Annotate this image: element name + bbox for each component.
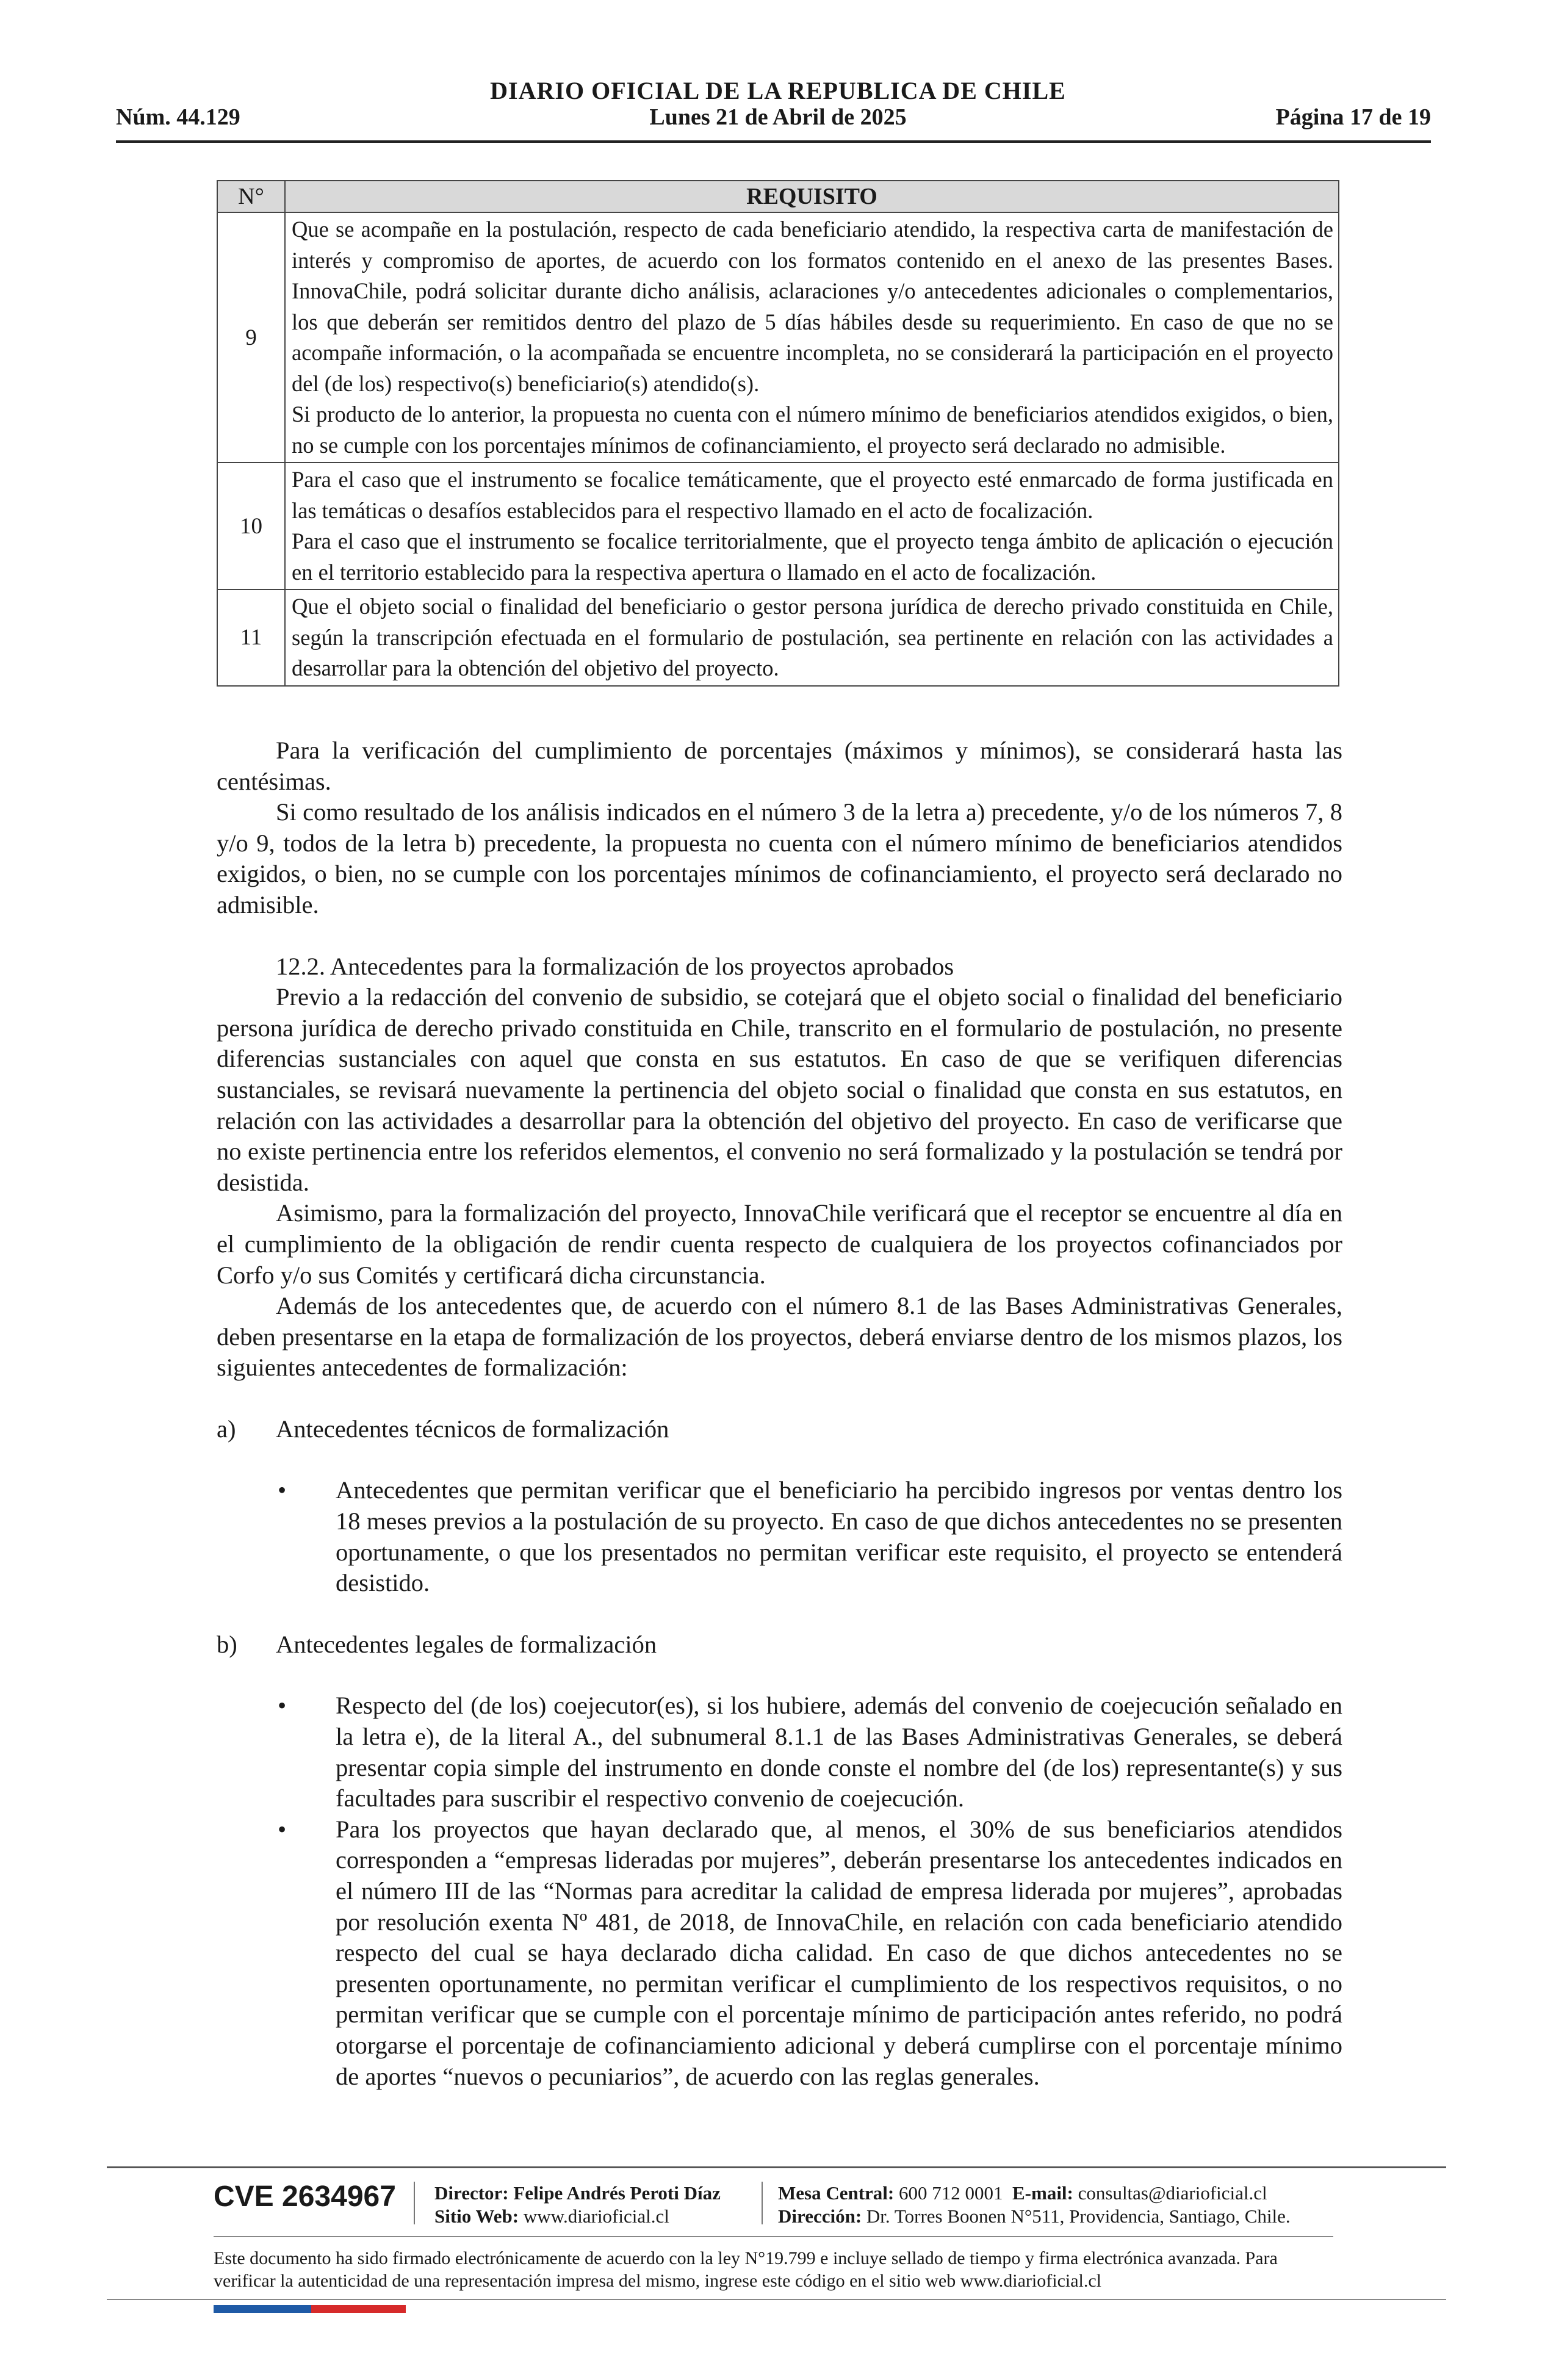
paragraph: Además de los antecedentes que, de acuerdo con el número 8.1 de las Bases Administrativas Generales, deben presentarse en la etapa de formalización de los proyectos, deberá enviarse dentro de los mismos plazos, los siguientes antecedentes de formalización: <box>217 1292 1342 1382</box>
bullet-icon: • <box>278 1692 287 1720</box>
section-heading: 12.2. Antecedentes para la formalización de los proyectos aprobados <box>276 952 954 980</box>
requirements-table <box>217 180 1339 687</box>
phone-number: 600 712 0001 <box>899 2182 1003 2204</box>
table-row <box>217 212 1339 463</box>
body-text <box>217 735 1342 2092</box>
row-number: 11 <box>217 590 285 686</box>
requirement-text: Para el caso que el instrumento se focalice territorialmente, que el proyecto tenga ámbito de aplicación o ejecución en el territorio establecido para la respectiva apertura o llamado en el acto de focalización. <box>292 528 1333 585</box>
subsection-a <box>217 1414 1342 1445</box>
paragraph: Si como resultado de los análisis indicados en el número 3 de la letra a) precedente, y/o de los números 7, 8 y/o 9, todos de la letra b) precedente, la propuesta no cuenta con el número mínimo de beneficiarios atendidos exigidos, o bien, no se cumple con los porcentajes mínimos de cofinanciamiento, el proyecto será declarado no admisible. <box>217 798 1342 918</box>
requirement-text: Si producto de lo anterior, la propuesta no cuenta con el número mínimo de beneficiarios atendidos exigidos, o bien, no se cumple con los porcentajes mínimos de cofinanciamiento, el proyecto será declarado no admisible. <box>292 402 1333 458</box>
subsection-title: Antecedentes legales de formalización <box>276 1630 657 1658</box>
header-divider <box>116 140 1431 143</box>
requirement-text: Para el caso que el instrumento se focalice temáticamente, que el proyecto esté enmarcado de forma justificada en las temáticas o desafíos establecidos para el respectivo llamado en el acto de focalización. <box>292 467 1333 523</box>
footer-divider <box>107 2299 1446 2300</box>
footer-contact-block: Mesa Central: 600 712 0001 E-mail: consultas@diarioficial.cl Dirección: Dr. Torres Boonen N°511, Providencia, Santiago, Chile. <box>778 2182 1291 2227</box>
email-link[interactable]: consultas@diarioficial.cl <box>1078 2182 1267 2204</box>
table-header-row <box>217 181 1339 212</box>
table-row <box>217 590 1339 686</box>
issue-number: Núm. 44.129 <box>116 104 240 130</box>
flag-bar-blue <box>214 2305 311 2313</box>
director-name: Felipe Andrés Peroti Díaz <box>513 2182 721 2204</box>
subsection-title: Antecedentes técnicos de formalización <box>276 1415 669 1443</box>
subsection-label: a) <box>217 1415 236 1443</box>
column-header-number: N° <box>217 181 285 212</box>
signature-note: Este documento ha sido firmado electrónicamente de acuerdo con la ley N°19.799 e incluye sellado de tiempo y firma electrónica avanzada. Para verificar la autenticidad de una representación impresa del mismo, ingrese este código en el sitio web www.diarioficial.cl <box>214 2248 1278 2291</box>
row-requirement <box>285 212 1339 463</box>
footer-divider <box>214 2236 1333 2237</box>
row-number: 9 <box>217 212 285 463</box>
footer-separator <box>414 2182 415 2224</box>
list-item: • Antecedentes que permitan verificar que el beneficiario ha percibido ingresos por ventas dentro los 18 meses previos a la postulación de su proyecto. En caso de que dichos antecedentes no se presenten oportunamente, o que los presentados no permitan verificar este requisito, el proyecto se entenderá desistido. <box>278 1476 1342 1597</box>
bullet-list <box>217 1690 1342 2092</box>
row-requirement <box>285 590 1339 686</box>
footer-director-block: Director: Felipe Andrés Peroti Díaz Sitio Web: www.diarioficial.cl <box>434 2182 721 2227</box>
table-row <box>217 463 1339 590</box>
footer-divider <box>107 2166 1446 2168</box>
address: Dr. Torres Boonen N°511, Providencia, Santiago, Chile. <box>866 2205 1291 2227</box>
list-item: • Respecto del (de los) coejecutor(es), si los hubiere, además del convenio de coejecución señalado en la letra e), de la literal A., del subnumeral 8.1.1 de las Bases Administrativas Generales, se deberá presentar copia simple del instrumento en donde conste el nombre del (de los) representante(s) y sus facultades para suscribir el respectivo convenio de coejecución. <box>278 1692 1342 1812</box>
footer-separator <box>762 2182 763 2224</box>
requirement-text: Que el objeto social o finalidad del beneficiario o gestor persona jurídica de derecho privado constituida en Chile, según la transcripción efectuada en el formulario de postulación, sea pertinente en relación con las actividades a desarrollar para la obtención del objetivo del proyecto. <box>292 594 1333 680</box>
gazette-title: DIARIO OFICIAL DE LA REPUBLICA DE CHILE <box>490 77 1066 104</box>
issue-date: Lunes 21 de Abril de 2025 <box>649 104 907 130</box>
website-link[interactable]: www.diarioficial.cl <box>523 2205 669 2227</box>
cve-code: CVE 2634967 <box>214 2180 396 2213</box>
page-indicator: Página 17 de 19 <box>1275 104 1431 130</box>
paragraph: Para la verificación del cumplimiento de porcentajes (máximos y mínimos), se considerará hasta las centésimas. <box>217 737 1342 795</box>
subsection-b <box>217 1629 1342 1661</box>
requirement-text: Que se acompañe en la postulación, respecto de cada beneficiario atendido, la respectiva carta de manifestación de interés y compromiso de aportes, de acuerdo con los formatos contenido en el anexo de las presentes Bases. InnovaChile, podrá solicitar durante dicho análisis, aclaraciones y/o antecedentes adicionales o complementarios, los que deberán ser remitidos dentro del plazo de 5 días hábiles desde su requerimiento. En caso de que no se acompañe información, o la acompañada se encuentre incompleta, no se considerará la participación en el proyecto del (de los) respectivo(s) beneficiario(s) atendido(s). <box>292 217 1333 396</box>
subsection-label: b) <box>217 1630 237 1658</box>
bullet-list <box>217 1475 1342 1598</box>
row-number: 10 <box>217 463 285 590</box>
bullet-icon: • <box>278 1815 287 1843</box>
row-requirement <box>285 463 1339 590</box>
bullet-icon: • <box>278 1476 287 1504</box>
paragraph: Previo a la redacción del convenio de subsidio, se cotejará que el objeto social o finalidad del beneficiario persona jurídica de derecho privado constituida en Chile, transcrito en el formulario de postulación, no presente diferencias sustanciales con aquel que consta en sus estatutos. En caso de que se verifiquen diferencias sustanciales, se revisará nuevamente la pertinencia del objeto social o finalidad que consta en sus estatutos, en relación con las actividades a desarrollar para la obtención del objetivo del proyecto. En caso de verificarse que no existe pertinencia entre los referidos elementos, el convenio no será formalizado y la postulación se tendrá por desistida. <box>217 983 1342 1196</box>
list-item: • Para los proyectos que hayan declarado que, al menos, el 30% de sus beneficiarios atendidos corresponden a “empresas lideradas por mujeres”, deberán presentarse los antecedentes indicados en el número III de las “Normas para acreditar la calidad de empresa liderada por mujeres”, aprobadas por resolución exenta Nº 481, de 2018, de InnovaChile, en relación con cada beneficiario atendido respecto del cual se haya declarado dicha calidad. En caso de que dichos antecedentes no se presenten oportunamente, no permitan verificar el cumplimiento de los respectivos requisitos, o no permitan verificar que se cumple con el porcentaje mínimo de participación antes referido, no podrá otorgarse el porcentaje de cofinanciamiento adicional y deberá cumplirse con el porcentaje mínimo de aportes “nuevos o pecuniarios”, de acuerdo con las reglas generales. <box>278 1815 1342 2090</box>
paragraph: Asimismo, para la formalización del proyecto, InnovaChile verificará que el receptor se encuentre al día en el cumplimiento de la obligación de rendir cuenta respecto de cualquiera de los proyectos cofinanciados por Corfo y/o sus Comités y certificará dicha circunstancia. <box>217 1199 1342 1289</box>
flag-bar-red <box>311 2305 406 2313</box>
column-header-requirement: REQUISITO <box>285 181 1339 212</box>
